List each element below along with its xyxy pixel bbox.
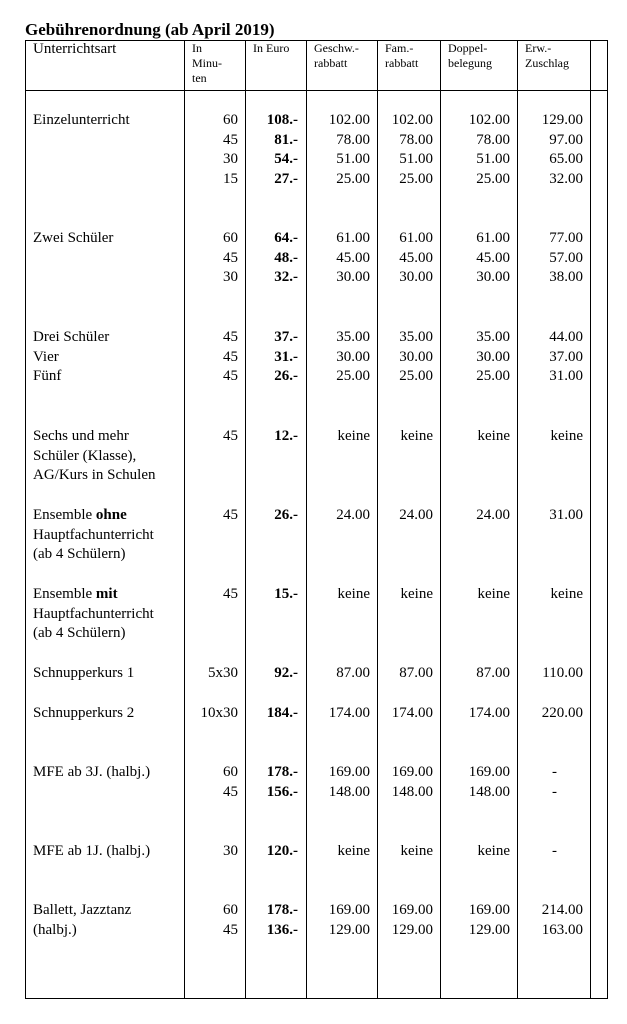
- cell-value: 30: [223, 151, 238, 167]
- row-label: [33, 506, 183, 565]
- cell-value: 57.00: [549, 249, 583, 266]
- double-booking-cell: [478, 427, 510, 447]
- cell-value: 129.00: [328, 921, 370, 938]
- cell-value: 81.-: [274, 131, 298, 148]
- row-label: [33, 704, 183, 724]
- row-label-line: Schüler (Klasse),: [33, 447, 137, 464]
- cell-value: 45: [223, 348, 238, 365]
- cell-value: 78.00: [476, 131, 510, 148]
- family-discount-cell: [401, 427, 433, 447]
- cell-value: 87.00: [336, 665, 370, 681]
- minutes-cell: [223, 427, 238, 447]
- row-label-line: Hauptfachunterricht: [33, 526, 154, 543]
- family-discount-cell: [392, 901, 433, 940]
- cell-value: 97.00: [549, 131, 583, 148]
- cell-value: 120.-: [266, 843, 298, 859]
- cell-value: 5x30: [208, 665, 238, 681]
- family-discount-cell: [392, 704, 433, 724]
- row-label: [33, 111, 183, 131]
- cell-value: 169.00: [468, 902, 510, 918]
- cell-value: 32.-: [274, 269, 298, 285]
- family-discount-cell: [401, 585, 433, 605]
- row-label: [33, 901, 183, 940]
- family-discount-cell: [399, 664, 433, 684]
- cell-value: 24.00: [476, 507, 510, 523]
- minutes-cell: [201, 704, 239, 724]
- cell-value: 77.00: [549, 230, 583, 246]
- cell-value: keine: [400, 428, 433, 444]
- row-label-emphasis: mit: [95, 586, 118, 602]
- minutes-cell: [223, 763, 238, 802]
- cell-value: 35.00: [476, 329, 510, 345]
- minutes-cell: [223, 111, 238, 189]
- header-familienrabatt: [385, 41, 418, 71]
- row-label-line: Fünf: [33, 368, 62, 384]
- cell-value: keine: [337, 428, 370, 444]
- sibling-discount-cell: [336, 328, 370, 387]
- cell-value: -: [552, 764, 557, 780]
- cell-value: keine: [550, 428, 583, 444]
- cell-value: 31.-: [274, 348, 298, 365]
- cell-value: 51.00: [399, 151, 433, 167]
- cell-value: 51.00: [336, 151, 370, 167]
- cell-value: 60: [223, 112, 238, 128]
- row-label-line: Ballett, Jazztanz: [33, 902, 132, 918]
- cell-value: 174.00: [391, 705, 433, 721]
- cell-value: 48.-: [274, 249, 298, 266]
- cell-value: 44.00: [549, 329, 583, 345]
- row-label-line: MFE ab 3J. (halbj.): [33, 764, 151, 780]
- cell-value: 174.00: [468, 705, 510, 721]
- double-booking-cell: [476, 328, 510, 387]
- cell-value: 32.00: [549, 170, 583, 187]
- cell-value: 30: [223, 843, 238, 859]
- row-label-text: Ensemble: [33, 586, 96, 602]
- cell-value: 92.-: [274, 665, 298, 681]
- minutes-cell: [223, 901, 238, 940]
- cell-value: 61.00: [476, 230, 510, 246]
- price-cell: [274, 664, 298, 684]
- header-geschwisterrabatt: [314, 41, 359, 71]
- price-cell: [274, 506, 298, 526]
- cell-value: 148.00: [328, 783, 370, 800]
- family-discount-cell: [399, 229, 433, 288]
- header-unterrichtsart: Unterrichtsart: [33, 41, 117, 57]
- adult-surcharge-cell: [551, 427, 583, 447]
- cell-value: 108.-: [266, 112, 298, 128]
- row-label-line: Sechs und mehr: [33, 428, 129, 444]
- cell-value: 102.00: [391, 112, 433, 128]
- cell-value: 156.-: [266, 783, 298, 800]
- sibling-discount-cell: [329, 901, 370, 940]
- row-label-line: Schnupperkurs 2: [33, 705, 135, 721]
- header-line: rabbatt: [314, 56, 348, 70]
- cell-value: 31.00: [549, 368, 583, 384]
- cell-value: 45.00: [336, 249, 370, 266]
- row-label: [33, 585, 183, 644]
- sibling-discount-cell: [338, 842, 370, 862]
- column-divider: [440, 40, 441, 999]
- row-label-line: Schnupperkurs 1: [33, 665, 135, 681]
- cell-value: 64.-: [274, 230, 298, 246]
- cell-value: 24.00: [399, 507, 433, 523]
- cell-value: 38.00: [549, 269, 583, 285]
- cell-value: 45: [223, 249, 238, 266]
- cell-value: keine: [477, 428, 510, 444]
- cell-value: 30: [223, 269, 238, 285]
- minutes-cell: [223, 328, 238, 387]
- cell-value: 61.00: [399, 230, 433, 246]
- sibling-discount-cell: [336, 664, 370, 684]
- cell-value: 184.-: [266, 705, 298, 721]
- cell-value: -: [552, 783, 557, 800]
- minutes-cell: [223, 585, 238, 605]
- column-divider: [184, 40, 185, 999]
- cell-value: 129.00: [468, 921, 510, 938]
- price-cell: [267, 704, 298, 724]
- cell-value: 220.00: [541, 705, 583, 721]
- cell-value: keine: [337, 843, 370, 859]
- cell-value: 87.00: [399, 665, 433, 681]
- cell-value: 24.00: [336, 507, 370, 523]
- family-discount-cell: [399, 506, 433, 526]
- header-line: Minu-: [192, 56, 222, 70]
- cell-value: 26.-: [274, 368, 298, 384]
- row-label-line: (halbj.): [33, 921, 77, 938]
- cell-value: 169.00: [391, 764, 433, 780]
- double-booking-cell: [469, 763, 510, 802]
- header-minuten: [192, 41, 222, 86]
- header-line: In: [192, 41, 202, 55]
- cell-value: 25.00: [399, 170, 433, 187]
- cell-value: keine: [550, 586, 583, 602]
- cell-value: 45: [223, 586, 238, 602]
- cell-value: 27.-: [274, 170, 298, 187]
- cell-value: 12.-: [274, 428, 298, 444]
- cell-value: 51.00: [476, 151, 510, 167]
- cell-value: 169.00: [391, 902, 433, 918]
- double-booking-cell: [469, 704, 510, 724]
- cell-value: 30.00: [336, 348, 370, 365]
- cell-value: keine: [337, 586, 370, 602]
- cell-value: 102.00: [328, 112, 370, 128]
- row-label: [33, 229, 183, 249]
- row-label-line: MFE ab 1J. (halbj.): [33, 843, 151, 859]
- page-title: Gebührenordnung (ab April 2019): [25, 20, 275, 39]
- cell-value: 30.00: [336, 269, 370, 285]
- row-label: [33, 763, 183, 783]
- row-label-line: (ab 4 Schülern): [33, 625, 126, 641]
- minutes-cell: [223, 842, 238, 862]
- header-euro: In Euro: [253, 41, 290, 55]
- column-divider: [377, 40, 378, 999]
- cell-value: 45: [223, 131, 238, 148]
- cell-value: 25.00: [476, 368, 510, 384]
- header-divider: [25, 90, 608, 91]
- sibling-discount-cell: [336, 506, 370, 526]
- cell-value: keine: [477, 843, 510, 859]
- header-doppelbelegung: [448, 41, 492, 71]
- header-line: rabbatt: [385, 56, 419, 70]
- cell-value: 87.00: [476, 665, 510, 681]
- family-discount-cell: [392, 111, 433, 189]
- row-label-line: [33, 506, 183, 526]
- family-discount-cell: [392, 763, 433, 802]
- cell-value: 60: [223, 230, 238, 246]
- minutes-cell: [208, 664, 238, 684]
- price-cell: [274, 229, 298, 288]
- adult-surcharge-cell: [549, 506, 583, 526]
- cell-value: keine: [400, 843, 433, 859]
- cell-value: 10x30: [200, 705, 238, 721]
- cell-value: 26.-: [274, 507, 298, 523]
- header-line: Erw.-: [525, 41, 552, 55]
- adult-surcharge-cell: [549, 229, 583, 288]
- cell-value: 174.00: [328, 705, 370, 721]
- price-cell: [274, 585, 298, 605]
- header-line: belegung: [448, 56, 492, 70]
- cell-value: 35.00: [336, 329, 370, 345]
- cell-value: 78.00: [399, 131, 433, 148]
- row-label-line: [33, 585, 183, 605]
- cell-value: 136.-: [266, 921, 298, 938]
- cell-value: 163.00: [541, 921, 583, 938]
- cell-value: 35.00: [399, 329, 433, 345]
- row-label-line: (ab 4 Schülern): [33, 546, 126, 562]
- double-booking-cell: [469, 901, 510, 940]
- cell-value: 45: [223, 921, 238, 938]
- price-cell: [267, 842, 298, 862]
- cell-value: 30.00: [476, 269, 510, 285]
- cell-value: 30.00: [476, 348, 510, 365]
- cell-value: 129.00: [541, 112, 583, 128]
- double-booking-cell: [478, 585, 510, 605]
- cell-value: 45.00: [399, 249, 433, 266]
- cell-value: 25.00: [476, 170, 510, 187]
- family-discount-cell: [399, 328, 433, 387]
- cell-value: 31.00: [549, 507, 583, 523]
- cell-value: 102.00: [468, 112, 510, 128]
- adult-surcharge-cell: [542, 664, 583, 684]
- cell-value: keine: [477, 586, 510, 602]
- row-label: [33, 328, 183, 387]
- adult-surcharge-cell: [549, 328, 583, 387]
- adult-surcharge-cell: [552, 763, 557, 802]
- cell-value: 25.00: [399, 368, 433, 384]
- cell-value: 37.00: [549, 348, 583, 365]
- header-line: ten: [192, 71, 207, 85]
- cell-value: 60: [223, 764, 238, 780]
- cell-value: 214.00: [541, 902, 583, 918]
- cell-value: 25.00: [336, 170, 370, 187]
- double-booking-cell: [476, 229, 510, 288]
- adult-surcharge-cell: [542, 111, 583, 189]
- cell-value: 169.00: [328, 902, 370, 918]
- cell-value: -: [552, 843, 557, 859]
- price-cell: [267, 901, 298, 940]
- price-cell: [274, 427, 298, 447]
- cell-value: 45: [223, 329, 238, 345]
- cell-value: 15.-: [274, 586, 298, 602]
- row-label-line: Hauptfachunterricht: [33, 605, 154, 622]
- column-divider: [245, 40, 246, 999]
- sibling-discount-cell: [336, 229, 370, 288]
- price-cell: [267, 111, 298, 189]
- adult-surcharge-cell: [542, 704, 583, 724]
- row-label: [33, 842, 183, 862]
- row-label-line: Zwei Schüler: [33, 230, 114, 246]
- header-line: Zuschlag: [525, 56, 569, 70]
- sibling-discount-cell: [329, 763, 370, 802]
- cell-value: 148.00: [391, 783, 433, 800]
- cell-value: 65.00: [549, 151, 583, 167]
- cell-value: 78.00: [336, 131, 370, 148]
- sibling-discount-cell: [338, 585, 370, 605]
- header-line: Geschw.-: [314, 41, 359, 55]
- cell-value: 15: [223, 170, 238, 187]
- cell-value: 60: [223, 902, 238, 918]
- row-label-line: Vier: [33, 348, 59, 365]
- sibling-discount-cell: [338, 427, 370, 447]
- row-label-line: Einzelunterricht: [33, 112, 130, 128]
- cell-value: 45: [223, 783, 238, 800]
- column-divider: [306, 40, 307, 999]
- double-booking-cell: [476, 506, 510, 526]
- sibling-discount-cell: [329, 111, 370, 189]
- price-cell: [267, 763, 298, 802]
- price-cell: [274, 328, 298, 387]
- cell-value: 148.00: [468, 783, 510, 800]
- row-label: [33, 664, 183, 684]
- cell-value: 110.00: [542, 665, 583, 681]
- cell-value: 61.00: [336, 230, 370, 246]
- cell-value: 25.00: [336, 368, 370, 384]
- adult-surcharge-cell: [551, 585, 583, 605]
- minutes-cell: [223, 229, 238, 288]
- cell-value: 45: [223, 368, 238, 384]
- cell-value: 54.-: [274, 151, 298, 167]
- adult-surcharge-cell: [542, 901, 583, 940]
- row-label-emphasis: ohne: [95, 507, 127, 523]
- cell-value: 45: [223, 428, 238, 444]
- header-erwachsenenzuschlag: [525, 41, 569, 71]
- double-booking-cell: [476, 664, 510, 684]
- cell-value: 45.00: [476, 249, 510, 266]
- cell-value: 37.-: [274, 329, 298, 345]
- double-booking-cell: [478, 842, 510, 862]
- cell-value: 169.00: [468, 764, 510, 780]
- cell-value: keine: [400, 586, 433, 602]
- cell-value: 30.00: [399, 348, 433, 365]
- cell-value: 30.00: [399, 269, 433, 285]
- row-label-line: AG/Kurs in Schulen: [33, 467, 156, 483]
- minutes-cell: [223, 506, 238, 526]
- family-discount-cell: [401, 842, 433, 862]
- row-label-line: Drei Schüler: [33, 329, 110, 345]
- header-line: Doppel-: [448, 41, 488, 55]
- cell-value: 169.00: [328, 764, 370, 780]
- row-label-text: Ensemble: [33, 507, 96, 523]
- adult-surcharge-cell: [552, 842, 557, 862]
- cell-value: 178.-: [266, 764, 298, 780]
- sibling-discount-cell: [329, 704, 370, 724]
- double-booking-cell: [469, 111, 510, 189]
- cell-value: 178.-: [266, 902, 298, 918]
- cell-value: 129.00: [391, 921, 433, 938]
- cell-value: 45: [223, 507, 238, 523]
- column-divider: [517, 40, 518, 999]
- row-label: [33, 427, 183, 486]
- column-divider: [590, 40, 591, 999]
- header-line: Fam.-: [385, 41, 414, 55]
